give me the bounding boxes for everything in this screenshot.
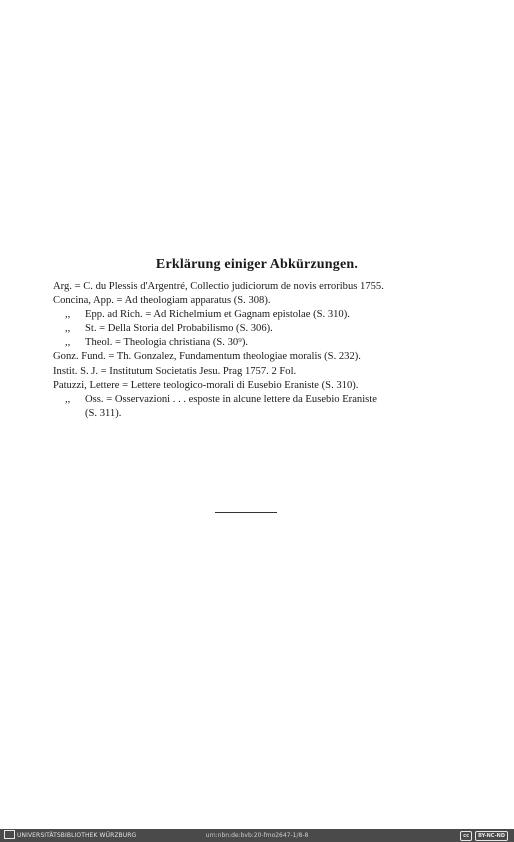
page-heading: Erklärung einiger Abkürzungen. xyxy=(155,257,359,272)
abbreviation-entry-arg xyxy=(53,280,473,294)
abbreviation-list xyxy=(53,280,473,421)
license-badge[interactable] xyxy=(460,829,508,842)
abbreviation-entry-oss xyxy=(53,393,473,407)
closing-rule xyxy=(215,512,277,513)
abbreviation-entry-oss-continued xyxy=(53,407,473,421)
ditto-mark: ,, xyxy=(65,323,71,335)
abbreviation-entry-gonz-fund xyxy=(53,350,473,364)
ditto-mark: ,, xyxy=(65,309,71,321)
ditto-mark: ,, xyxy=(65,393,71,405)
creative-commons-icon: cc xyxy=(460,831,472,841)
abbreviation-entry-instit xyxy=(53,365,473,379)
entry-text: Concina, App. = Ad theologiam apparatus (S. 308). xyxy=(53,295,271,307)
abbreviation-entry-theol xyxy=(53,336,473,350)
abbreviation-entry-concina-app xyxy=(53,294,473,308)
entry-text: St. = Della Storia del Probabilismo (S. 306). xyxy=(85,323,273,335)
abbreviation-entry-epp-ad-rich xyxy=(53,308,473,322)
entry-text: Arg. = C. du Plessis d'Argentré, Collectio judiciorum de novis erroribus 1755. xyxy=(53,281,384,292)
abbreviation-entry-patuzzi-lettere xyxy=(53,379,473,393)
entry-text: Epp. ad Rich. = Ad Richelmium et Gagnam epistolae (S. 310). xyxy=(85,309,350,321)
license-label: BY-NC-ND xyxy=(475,831,508,841)
entry-text: Gonz. Fund. = Th. Gonzalez, Fundamentum theologiae moralis (S. 232). xyxy=(53,351,361,363)
library-name: UNIVERSITÄTSBIBLIOTHEK WÜRZBURG xyxy=(17,832,137,839)
ditto-mark: ,, xyxy=(65,337,71,349)
entry-text: Oss. = Osservazioni . . . esposte in alcune lettere da Eusebio Eraniste xyxy=(85,393,377,405)
entry-text: Instit. S. J. = Institutum Societatis Jesu. Prag 1757. 2 Fol. xyxy=(53,365,297,377)
entry-text: Theol. = Theologia christiana (S. 30⁹). xyxy=(85,337,249,349)
footer-bar xyxy=(0,829,514,842)
abbreviation-entry-st xyxy=(53,322,473,336)
entry-text: (S. 311). xyxy=(85,407,122,419)
entry-text: Patuzzi, Lettere = Lettere teologico-morali di Eusebio Eraniste (S. 310). xyxy=(53,379,359,391)
urn-identifier[interactable]: urn:nbn:de:bvb:20-fmo2647-1/8-8 xyxy=(205,832,309,839)
